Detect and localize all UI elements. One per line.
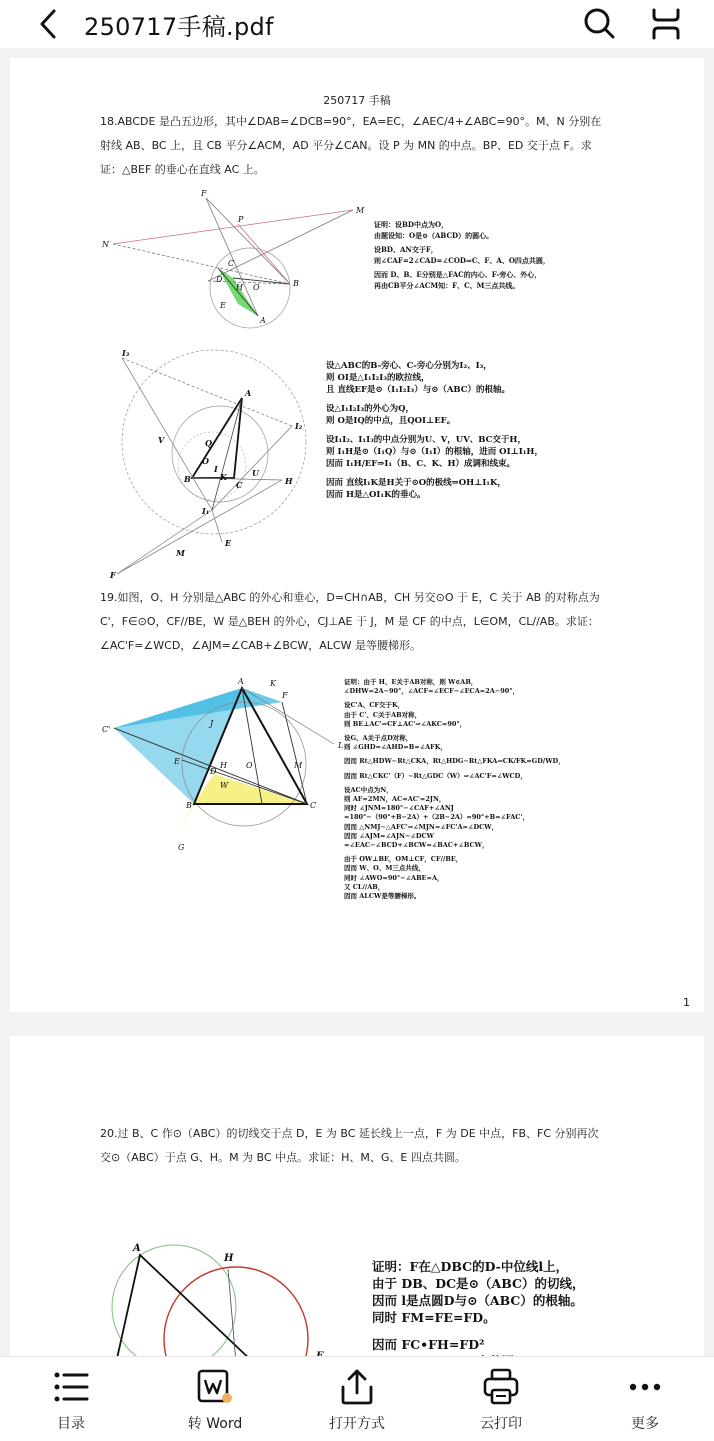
problem-18-figure-a <box>98 186 368 331</box>
toc-button[interactable] <box>16 1357 126 1441</box>
more-button[interactable] <box>590 1357 700 1441</box>
fig-label: A <box>238 677 244 686</box>
page-number: 1 <box>683 996 690 1009</box>
fig-label: D <box>216 275 223 284</box>
more-icon <box>625 1367 665 1407</box>
cloud-print-label: 云打印 <box>480 1416 522 1432</box>
fig-label: I <box>214 464 218 474</box>
proof-19: 证明：由于 H、E关于AB对称，则 W∈AB， ∠DHW=2A−90°，∠ACF=∠ECF−∠ECA=2A−90°， 设C'A、CF交于K， 由于 C'、C关于AB对称， 则 BE⊥AC'⇒CF⊥AC'⇒∠AKC=90°， 设G、A关于点D对称， 则 ∠GHD=∠AHD=B=∠AFK， 因而 Rt△HDW∼Rt△CKA，Rt△HDG∼Rt△FKA⇒CK/FK=GD/WD， 因而 Rt△CKC'（F）∼Rt△GDC（W）⇒∠AC'F=∠WCD， 设AC中点为N， 则 AF=2MN，AC=AC'=2JN， 同时 ∠JNM=180°−∠CAF+∠ANJ =180°−（90°+B−2A）+（2B−2A）=90°+B=∠FAC'， 因而 △NMJ∼△AFC'⇒∠MJN=∠FC'A=∠DCW， 因而 ∠AJM=∠AJN−∠DCW =∠EAC−∠BCD+∠BCW=∠BAC+∠BCW， 由于 OW⊥BE，OM⊥CF，CF//BE， 因而 W、O、M三点共线， 同时 ∠AWO=90°−∠ABE=A， 又 CL//AB， 因而 ALCW是等腰梯形。 <box>344 678 565 901</box>
convert-word-button[interactable] <box>160 1357 270 1441</box>
fig-label: I₂ <box>295 421 303 431</box>
fig-label: P <box>238 215 244 224</box>
fig-label: K <box>220 472 227 482</box>
fig-label: B <box>186 801 192 810</box>
share-icon <box>337 1367 377 1407</box>
fig-label: M <box>176 548 185 558</box>
fig-label: O <box>202 456 209 466</box>
problem-20-text: 20.过 B、C 作⊙（ABC）的切线交于点 D，E 为 BC 延长线上一点，F 为 DE 中点，FB、FC 分别再次交⊙（ABC）于点 G、H。M 为 BC 中点。求证：H、M、G、E 四点共圆。 <box>100 1127 599 1164</box>
fig-label: N <box>102 240 109 249</box>
fig-label: C' <box>102 725 111 734</box>
fig-label: C <box>310 801 317 810</box>
fig-label: H <box>285 476 293 486</box>
fig-label: U <box>252 468 259 478</box>
proof-18a: 证明：设BD中点为O， 由题设知：O是⊙（ABCD）的圆心。 设BD、AN交于F， 则∠CAF=2∠CAD=∠COD⇒C、F、A、O四点共圆， 因而 D、B、E分别是△FAC的内心、F-旁心、外心， 再由CB平分∠ACM知：F、C、M三点共线。 <box>374 220 550 290</box>
back-arrow-icon[interactable] <box>34 8 64 40</box>
page-heading: 250717 手稿 <box>323 94 391 107</box>
fig-label: F <box>282 691 288 700</box>
convert-word-icon <box>195 1367 235 1407</box>
fig-label: A <box>133 1243 141 1254</box>
fig-label: E <box>220 301 226 310</box>
bottom-toolbar <box>0 1356 714 1441</box>
problem-20-figure <box>102 1241 332 1366</box>
problem-18-text: 18.ABCDE 是凸五边形，其中∠DAB=∠DCB=90°，EA=EC，∠AEC/4+∠ABC=90°。M、N 分别在射线 AB、BC 上，且 CB 平分∠ACM，AD 平分∠CAN。设 P 为 MN 的中点。BP、ED 交于点 F。求证：△BEF 的垂心在直线 AC 上。 <box>100 115 602 176</box>
more-label: 更多 <box>631 1416 659 1432</box>
problem-18-figure-b <box>102 346 312 581</box>
list-icon <box>51 1367 91 1407</box>
problem-19-figure <box>102 676 347 858</box>
fig-label: D <box>210 767 217 776</box>
open-with-label: 打开方式 <box>329 1416 385 1432</box>
proof-18b: 设△ABC的B-旁心、C-旁心分别为I₂、I₃， 则 OI是△I₁I₂I₃的欧拉线， 且 直线EF是⊙（I₁I₂I₃）与⊙（ABC）的根轴。 设△I₁I₂I₃的外心为Q， 则 O是IQ的中点，且QOI⊥EF。 设I₁I₂、I₁I₃的中点分别为U、V，UV、BC交于H， 则 I₁H是⊙（I₁Q）与⊙（I₁I）的根轴，进而 OI⊥I₁H， 因而 I₁H/EF⇒I₁（B、C、K、H）成调和线束。 因而 直线I₁K是H关于⊙O的极线⇒OH⊥I₁K， 因而 H是△OI₁K的垂心。 <box>326 361 543 500</box>
fullscreen-toggle-icon[interactable] <box>648 6 684 42</box>
fig-label: O <box>253 283 260 292</box>
fig-label: W <box>220 781 229 790</box>
fig-label: A <box>260 316 266 325</box>
print-icon <box>481 1367 521 1407</box>
fig-label: Q <box>205 438 212 448</box>
fig-label: G <box>178 843 185 852</box>
fig-label: I₁ <box>202 506 210 516</box>
fig-label: K <box>270 679 276 688</box>
fig-label: F <box>201 189 207 198</box>
fig-label: C <box>236 480 243 490</box>
fig-label: E <box>225 538 232 548</box>
search-icon[interactable] <box>582 6 616 40</box>
fig-label: L <box>338 741 344 750</box>
pdf-page-1 <box>10 58 704 1012</box>
top-bar <box>0 0 714 48</box>
fig-label: M <box>294 761 303 770</box>
proof-20: 证明：F在△DBC的D-中位线l上， 由于 DB、DC是⊙（ABC）的切线， 因而 l是点圆D与⊙（ABC）的根轴。 同时 FM=FE=FD。 因而 FC•FH=FD² <box>372 1259 585 1352</box>
fig-label: E <box>174 757 180 766</box>
fig-label: C <box>228 259 235 268</box>
convert-word-label: 转 Word <box>187 1416 243 1432</box>
fig-label: H <box>236 283 243 292</box>
fig-label: F <box>110 570 116 580</box>
fig-label: M <box>356 206 365 215</box>
toc-label: 目录 <box>57 1416 85 1432</box>
pdf-page-2 <box>10 1036 704 1366</box>
fig-label: I₃ <box>122 348 130 358</box>
fig-label: J <box>210 719 214 728</box>
open-with-button[interactable] <box>302 1357 412 1441</box>
fig-label: V <box>158 435 165 445</box>
fig-label: B <box>184 474 191 484</box>
fig-label: H <box>224 1253 234 1264</box>
fig-label: O <box>246 761 253 770</box>
document-title: 250717手稿.pdf <box>84 13 274 41</box>
problem-19-text: 19.如图，O、H 分别是△ABC 的外心和垂心，D=CH∩AB，CH 另交⊙O 于 E，C 关于 AB 的对称点为 C'，F∈⊙O，CF//BE，W 是△BEH 的外心，CJ⊥AE 于 J，M 是 CF 的中点，L∈OM，CL//AB。求证：∠AC'F=∠WCD，∠AJM=∠CAB+∠BCW，ALCW 是等腰梯形。 <box>100 591 600 652</box>
fig-label: A <box>245 388 252 398</box>
fig-label: B <box>293 279 299 288</box>
fig-label: H <box>220 761 227 770</box>
cloud-print-button[interactable] <box>446 1357 556 1441</box>
